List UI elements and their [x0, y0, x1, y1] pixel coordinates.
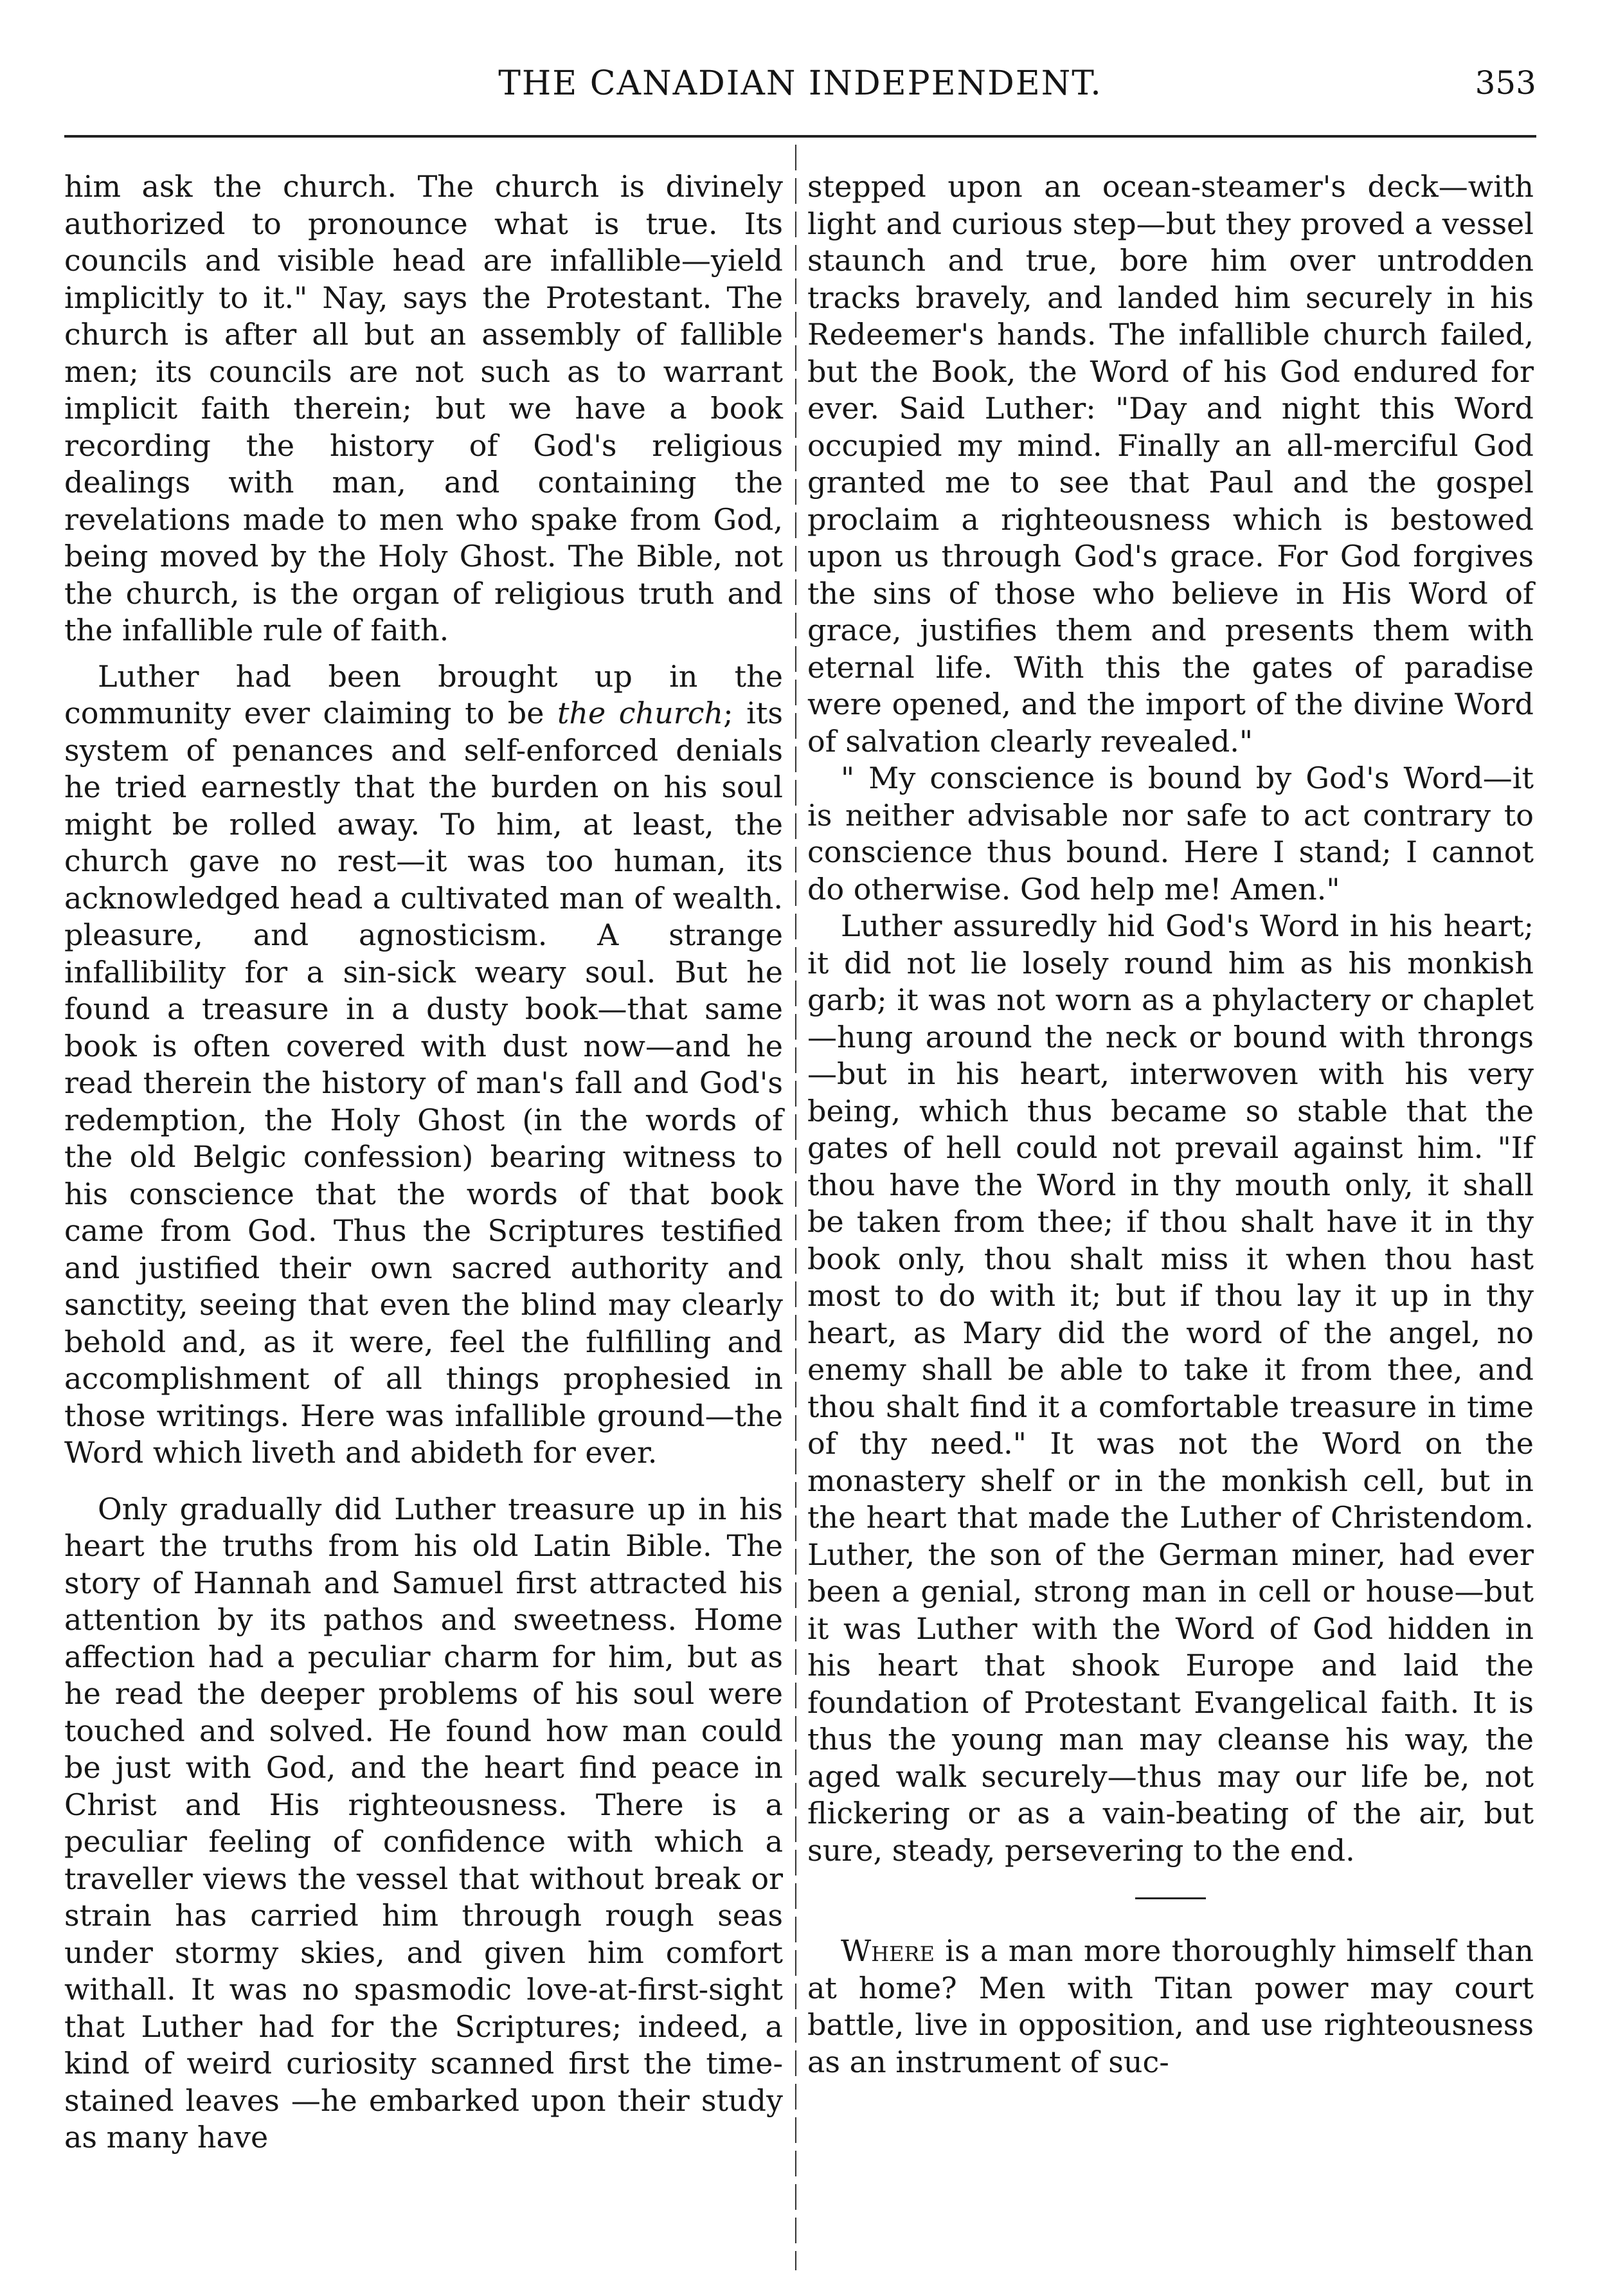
section-divider: [1135, 1897, 1206, 1899]
paragraph-text: Luther had been brought up in the community ever claiming to be: [64, 658, 783, 730]
page-header: [64, 51, 1536, 113]
right-column: [807, 168, 1534, 2081]
paragraph: Only gradually did Luther treasure up in his heart the truths from his old Latin Bible. The story of Hannah and Samuel first attracted his attention by its pathos and sweetness. Home affection had a peculiar charm for him, but as he read the deeper problems of his soul were touched and solved. He found how man could be just with God, and the heart find peace in Christ and His righteousness. There is a peculiar feeling of confidence with which a traveller views the vessel that without break or strain has carried him through rough seas under stormy skies, and given him comfort withall. It was no spasmodic love-at-first-sight that Luther had for the Scriptures; indeed, a kind of weird curiosity scanned first the time-stained leaves —he embarked upon their study as many have: [64, 1491, 783, 2155]
paragraph: [64, 658, 783, 1472]
column-divider: [795, 145, 796, 2270]
left-column: [64, 168, 783, 2156]
running-title: THE CANADIAN INDEPENDENT.: [498, 64, 1102, 103]
paragraph: " My conscience is bound by God's Word—it is neither advisable nor safe to act contrary to conscience thus bound. Here I stand; I cannot do otherwise. God help me! Amen.": [807, 761, 1534, 907]
paragraph-text: is a man more thoroughly himself than at home? Men with Titan power may court battle, live in opposition, and use righteousness as an instrument of suc-: [807, 1933, 1534, 2079]
paragraph-text: ; its system of penances and self-enforced denials he tried earnestly that the burden on his soul might be rolled away. To him, at least, the church gave no rest—it was too human, its acknowledged head a cultivated man of wealth. pleasure, and agnosticism. A strange infallibility for a sin-sick weary soul. But he found a treasure in a dusty book—that same book is often covered with dust now—and he read therein the history of man's fall and God's redemption, the Holy Ghost (in the words of the old Belgic confession) bearing witness to his conscience that the words of that book came from God. Thus the Scriptures testified and justified their own sacred authority and sanctity, seeing that even the blind may clearly behold and, as it were, feel the fulfilling and accomplishment of all things prophesied in those writings. Here was infallible ground—the Word which liveth and abideth for ever.: [64, 696, 783, 1470]
page-number: 353: [1475, 64, 1536, 102]
paragraph: [807, 1933, 1534, 2081]
emphasis-text: the church: [557, 696, 724, 730]
lead-word: Where: [841, 1933, 935, 1968]
paragraph: Luther assuredly hid God's Word in his heart; it did not lie losely round him as his monkish garb; it was not worn as a phylactery or chaplet—hung around the neck or bound with throngs—but in his heart, interwoven with his very being, which thus became so stable that the gates of hell could not prevail against him. "If thou have the Word in thy mouth only, it shall be taken from thee; if thou shalt have it in thy book only, thou shalt miss it when thou hast most to do with it; but if thou lay it up in thy heart, as Mary did the word of the angel, no enemy shall be able to take it from thee, and thou shalt find it a comfortable treasure in time of thy need." It was not the Word on the monastery shelf or in the monkish cell, but in the heart that made the Luther of Christendom. Luther, the son of the German miner, had ever been a genial, strong man in cell or house—but it was Luther with the Word of God hidden in his heart that shook Europe and laid the foundation of Protestant Evangelical faith. It is thus the young man may cleanse his way, the aged walk securely—thus may our life be, not flickering or as a vain-beating of the air, but sure, steady, persevering to the end.: [807, 908, 1534, 1868]
header-rule: [64, 135, 1536, 138]
paragraph: him ask the church. The church is divinely authorized to pronounce what is true. Its councils and visible head are infallible—yield implicitly to it." Nay, says the Protestant. The church is after all but an assembly of fallible men; its councils are not such as to warrant implicit faith therein; but we have a book recording the history of God's religious dealings with man, and containing the revelations made to men who spake from God, being moved by the Holy Ghost. The Bible, not the church, is the organ of religious truth and the infallible rule of faith.: [64, 169, 783, 647]
paragraph: stepped upon an ocean-steamer's deck—with light and curious step—but they proved a vessel staunch and true, bore him over untrodden tracks bravely, and landed him securely in his Redeemer's hands. The infallible church failed, but the Book, the Word of his God endured for ever. Said Luther: "Day and night this Word occupied my mind. Finally an all-merciful God granted me to see that Paul and the gospel proclaim a righteousness which is bestowed upon us through God's grace. For God forgives the sins of those who believe in His Word of grace, justifies them and presents them with eternal life. With this the gates of paradise were opened, and the import of the divine Word of salvation clearly revealed.": [807, 169, 1534, 759]
